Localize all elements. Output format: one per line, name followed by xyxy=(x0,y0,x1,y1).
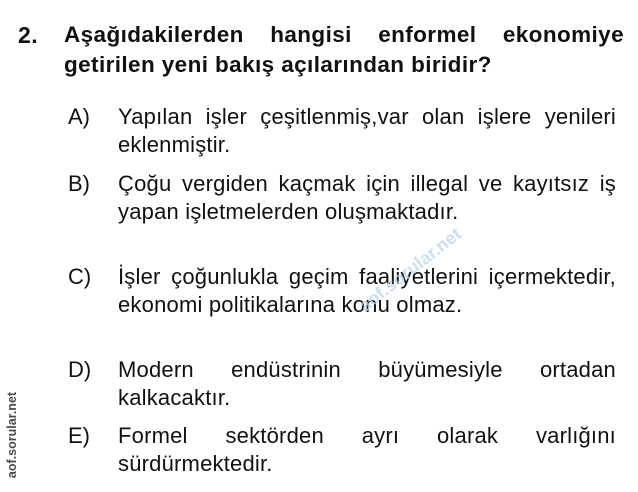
option-letter: B) xyxy=(68,171,90,196)
question-text: Aşağıdakilerden hangisi enformel ekonomiye getirilen yeni bakış açılarından biridir? xyxy=(64,22,624,77)
option-text: Çoğu vergiden kaçmak için illegal ve kayıtsız iş yapan işletmelerden oluşmaktadır. xyxy=(118,171,616,224)
question-number: 2. xyxy=(18,22,39,48)
option-text: İşler çoğunlukla geçim faaliyetlerini içermektedir, ekonomi politikalarına konu olmaz. xyxy=(118,264,616,317)
side-watermark xyxy=(2,380,22,490)
center-watermark: aof.sorular.net xyxy=(355,223,466,316)
side-watermark-text: aof.sorular.net xyxy=(5,391,19,479)
option-letter: D) xyxy=(68,357,92,382)
option-text: Formel sektörden ayrı olarak varlığını sürdürmektedir. xyxy=(118,423,616,476)
option-letter: C) xyxy=(68,264,92,289)
option-text: Modern endüstrinin büyümesiyle ortadan kalkacaktır. xyxy=(118,357,616,410)
option-text: Yapılan işler çeşitlenmiş,var olan işlere yenileri eklenmiştir. xyxy=(118,104,616,157)
option-letter: A) xyxy=(68,104,90,129)
option-letter: E) xyxy=(68,423,90,448)
